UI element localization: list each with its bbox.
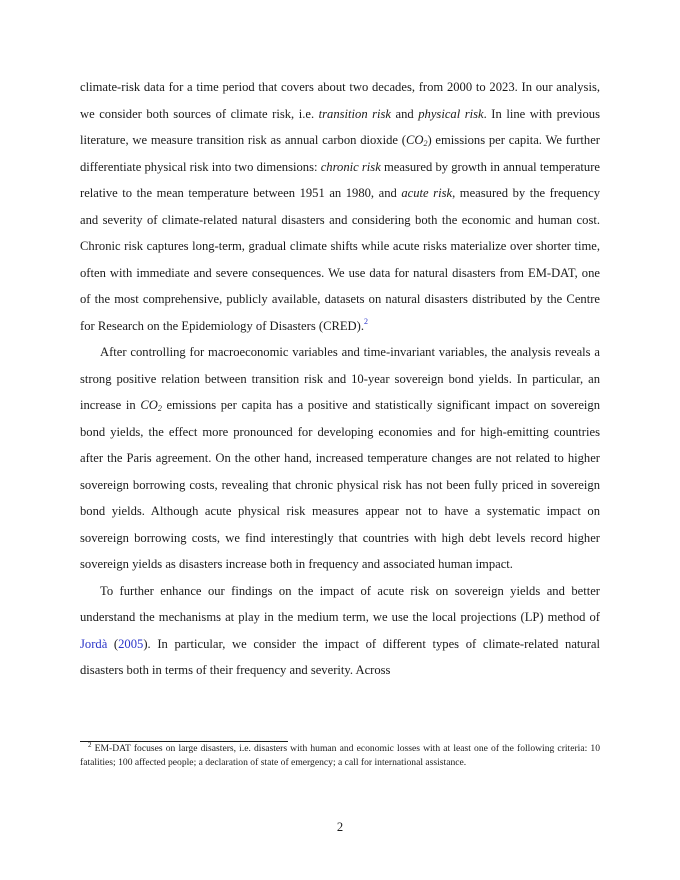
paragraph-3	[80, 578, 600, 684]
math-co2-subscript: 2	[157, 404, 162, 413]
text-run: )	[143, 636, 148, 651]
text-run: and	[391, 106, 419, 121]
text-run: . In particular, we consider the impact of different types of climate-related natural disasters both in terms of their frequency and severity. Across	[80, 636, 600, 677]
math-co2-base: CO	[140, 398, 158, 412]
footnote-mark: 2	[88, 741, 92, 749]
text-run: . In line with previous literature, we measure transition risk as annual carbon dioxide (	[80, 106, 600, 147]
body-text	[80, 74, 600, 684]
citation-author-link[interactable]: Jordà	[80, 636, 108, 651]
citation-year-link[interactable]: 2005	[118, 636, 144, 651]
paragraph-2	[80, 339, 600, 578]
text-run: measured by growth in annual temperature relative to the mean temperature between 1951 an 1980, and	[80, 159, 600, 200]
paragraph-1	[80, 74, 600, 339]
footnote-text: EM-DAT focuses on large disasters, i.e. disasters with human and economic losses with at least one of the following criteria: 10 fatalities; 100 affected people; a declaration of state of emergency; a call for international assistance.	[80, 743, 600, 769]
text-run: To further enhance our findings on the impact of acute risk on sovereign yields and better understand the mechanisms at play in the medium term, we use the local projections (LP) method of	[80, 583, 600, 624]
math-co2	[140, 398, 162, 412]
text-run: ) emissions per capita. We further differentiate physical risk into two dimensions:	[80, 133, 600, 174]
emphasis-physical-risk: physical risk	[418, 106, 484, 121]
text-run: (	[107, 636, 119, 651]
math-co2-subscript: 2	[423, 139, 428, 148]
emphasis-acute-risk: acute risk	[401, 186, 453, 200]
text-run: , measured by the frequency and severity of climate-related natural disasters and considering both the economic and human cost. Chronic risk captures long-term, gradual climate shifts while acute risks materialize over shorter time, often with immediate and severe consequences. We use data for natural disasters from EM-DAT, one of the most comprehensive, publicly available, datasets on natural disasters distributed by the Centre for Research on the Epidemiology of Disasters (CRED).	[80, 186, 600, 333]
math-co2	[406, 133, 428, 147]
page-number: 2	[336, 820, 344, 834]
text-run: emissions per capita has a positive and statistically significant impact on sovereign bond yields, the effect more pronounced for developing economies and for high-emitting countries after the Paris agreement. On the other hand, increased temperature changes are not related to higher sovereign borrowing costs, revealing that chronic physical risk has not been fully priced in sovereign bond yields. Although acute physical risk measures appear not to have a systematic impact on sovereign borrowing costs, we find interestingly that countries with high debt levels record higher sovereign yields as disasters increase both in frequency and associated human impact.	[80, 398, 601, 571]
math-co2-base: CO	[405, 133, 424, 147]
footnote-reference-link[interactable]: 2	[364, 316, 368, 326]
footnote	[80, 742, 600, 771]
emphasis-transition-risk: transition risk	[318, 106, 392, 121]
text-run: climate-risk data for a time period that covers about two decades, from 2000 to 2023. In our analysis, we consider both sources of climate risk, i.e.	[80, 80, 600, 121]
emphasis-chronic-risk: chronic risk	[320, 159, 381, 174]
text-run: After controlling for macroeconomic variables and time-invariant variables, the analysis reveals a strong positive relation between transition risk and 10-year sovereign bond yields. In particular, an increase in	[80, 345, 600, 412]
